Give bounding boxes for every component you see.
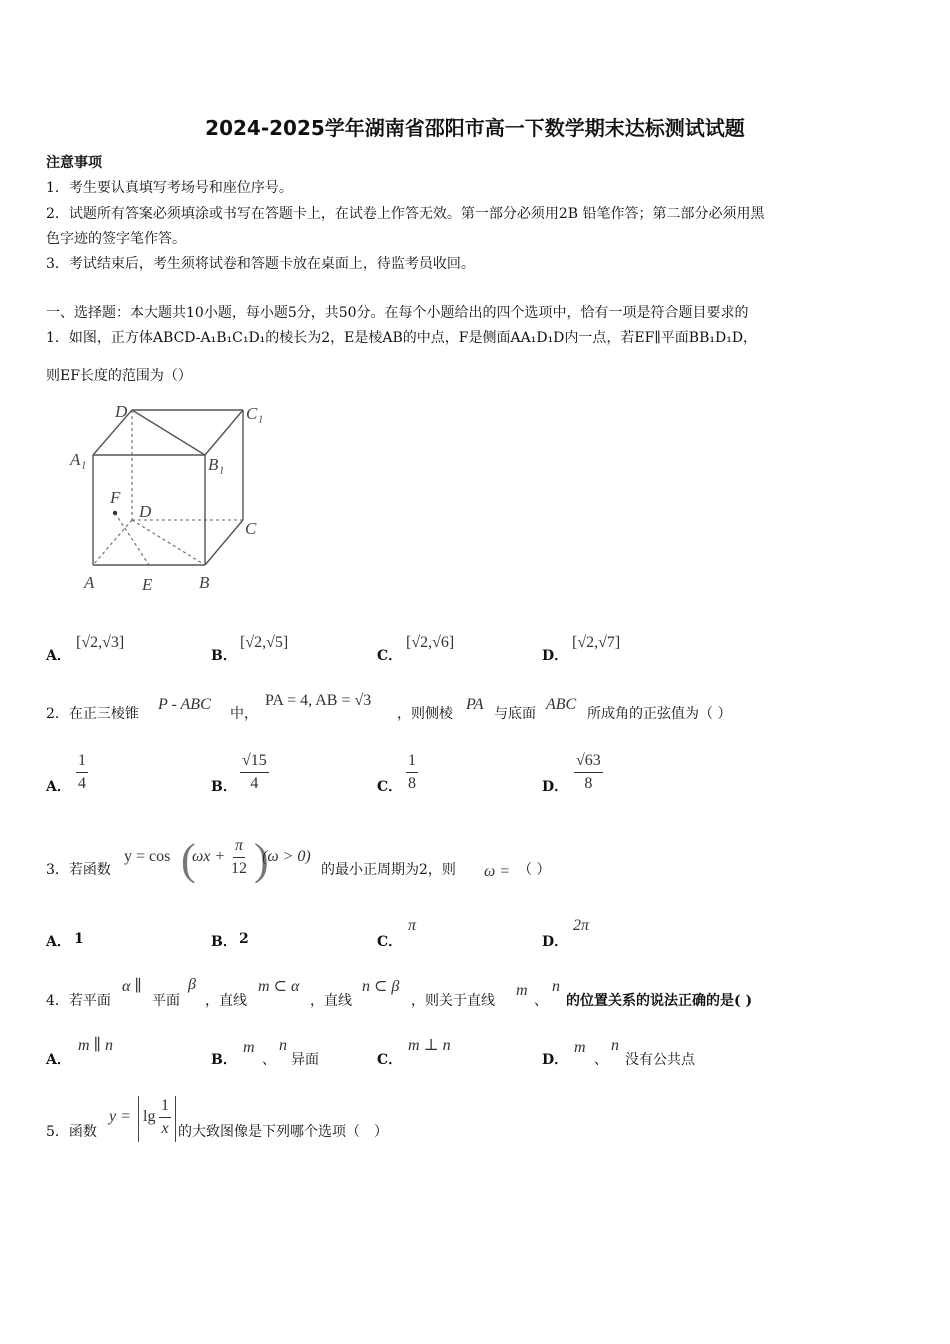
q4-expr-beta: β xyxy=(188,976,196,993)
section-heading: 一、选择题：本大题共10小题，每小题5分，共50分。在每个小题给出的四个选项中，恰有一项是符合题目要求的 xyxy=(46,305,749,321)
q3-expr-omega: ω = xyxy=(484,863,511,880)
label-a1: A₁ xyxy=(70,450,87,469)
q3-stem-tail: 的最小正周期为2，则 xyxy=(321,862,456,878)
q3-frac xyxy=(231,837,247,878)
q4-expr-m: m xyxy=(516,982,528,999)
q3-right-paren: ) xyxy=(254,835,269,884)
q1-stem-line2: 则EF长度的范围为（） xyxy=(46,368,192,384)
q2-option-d-letter: D． xyxy=(542,779,569,795)
q2-expr-lengths: PA = 4, AB = √3 xyxy=(265,692,372,709)
q4-expr-alpha: α ∥ xyxy=(122,978,142,995)
q4-stem-t2: ，直线 xyxy=(205,993,247,1009)
q3-option-d-value: 2π xyxy=(573,917,590,934)
q5-lg: lg xyxy=(143,1108,156,1125)
q5-stem-start: 5．函数 xyxy=(46,1124,97,1140)
q4-stem-t4: ，则关于直线 xyxy=(411,993,495,1009)
q2-option-a-frac xyxy=(76,752,88,793)
q5-frac-den: x xyxy=(161,1120,169,1137)
q3-option-a-letter: A． xyxy=(46,934,71,950)
q2-option-a-letter: A． xyxy=(46,779,71,795)
q2-expr-pabc: P - ABC xyxy=(158,696,211,713)
notice-item-3: 3．考试结束后，考生须将试卷和答题卡放在桌面上，待监考员收回。 xyxy=(46,256,475,272)
q4-option-c-expr: m ⊥ n xyxy=(408,1037,451,1054)
q2-stem-mid2: ，则侧棱 xyxy=(397,706,453,722)
q2-option-b-den: 4 xyxy=(250,775,259,792)
q1-option-b-value: [√2,√5] xyxy=(240,634,289,651)
q3-frac-den: 12 xyxy=(231,860,247,877)
q1-stem-line1: 1．如图，正方体ABCD-A₁B₁C₁D₁的棱长为2，E是棱AB的中点，F是侧面AA₁D₁D内一点，若EF∥平面BB₁D₁D， xyxy=(46,330,758,346)
q2-stem-mid1: 中， xyxy=(230,706,258,722)
q3-option-d-letter: D． xyxy=(542,934,569,950)
q1-option-c-letter: C． xyxy=(377,648,403,664)
q4-stem-tail: 的位置关系的说法正确的是( ) xyxy=(566,993,753,1009)
q4-option-d-text: 没有公共点 xyxy=(625,1052,695,1068)
q4-stem-t5: 、 xyxy=(534,993,548,1009)
notice-item-2: 2．试题所有答案必须填涂或书写在答题卡上，在试卷上作答无效。第一部分必须用2B 铅笔作答；第二部分必须用黑 xyxy=(46,206,765,222)
q3-paren: （ ） xyxy=(518,862,551,878)
q4-stem-start: 4．若平面 xyxy=(46,993,111,1009)
q3-option-c-letter: C． xyxy=(377,934,403,950)
q3-expr-cos: y = cos xyxy=(124,848,171,865)
label-c: C xyxy=(245,519,257,538)
q2-expr-abc: ABC xyxy=(546,696,577,713)
q1-cube-figure xyxy=(60,395,280,600)
q4-expr-n: n xyxy=(552,978,560,995)
q3-left-paren: ( xyxy=(181,835,196,884)
label-f: F xyxy=(110,488,121,507)
label-a: A xyxy=(84,573,95,592)
q4-option-d-n: n xyxy=(611,1037,619,1054)
q4-option-d-sep: 、 xyxy=(594,1052,608,1068)
q1-option-b-letter: B． xyxy=(211,648,237,664)
q4-stem-t1: 平面 xyxy=(152,993,180,1009)
q2-option-b-num: √15 xyxy=(240,752,269,773)
label-b1: B₁ xyxy=(208,455,225,474)
q2-stem-start: 2．在正三棱锥 xyxy=(46,706,139,722)
q4-option-a-letter: A． xyxy=(46,1052,71,1068)
q2-option-c-letter: C． xyxy=(377,779,403,795)
q2-option-a-num: 1 xyxy=(76,752,88,773)
q2-stem-tail: 所成角的正弦值为（ ） xyxy=(587,706,732,722)
q4-expr-n-in-beta: n ⊂ β xyxy=(362,978,400,995)
q4-stem-t3: ，直线 xyxy=(310,993,352,1009)
q4-option-d-letter: D． xyxy=(542,1052,569,1068)
label-c1: C₁ xyxy=(246,404,264,423)
q3-option-c-value: π xyxy=(408,917,417,934)
q3-option-b-letter: B． xyxy=(211,934,237,950)
q1-option-a-letter: A． xyxy=(46,648,71,664)
q5-stem-tail: 的大致图像是下列哪个选项（ ） xyxy=(178,1124,388,1140)
q1-option-d-value: [√2,√7] xyxy=(572,634,621,651)
q2-option-b-letter: B． xyxy=(211,779,237,795)
q4-option-b-n: n xyxy=(279,1037,287,1054)
q3-frac-num: π xyxy=(233,837,245,858)
q3-option-a-value: 1 xyxy=(74,931,84,947)
q4-option-b-text: 异面 xyxy=(291,1052,319,1068)
q2-option-c-den: 8 xyxy=(408,775,416,792)
q1-option-a-value: [√2,√3] xyxy=(76,634,125,651)
q4-option-b-m: m xyxy=(243,1039,255,1056)
q2-option-d-num: √63 xyxy=(574,752,603,773)
q5-frac-num: 1 xyxy=(159,1097,171,1118)
q4-option-d-m: m xyxy=(574,1039,586,1056)
label-d1: D xyxy=(115,402,128,421)
q2-option-c-frac xyxy=(406,752,418,793)
q4-option-b-sep: 、 xyxy=(262,1052,276,1068)
q2-option-d-frac xyxy=(574,752,603,793)
q2-option-c-num: 1 xyxy=(406,752,418,773)
q2-expr-pa: PA xyxy=(466,696,484,713)
label-b: B xyxy=(199,573,210,592)
q1-option-c-value: [√2,√6] xyxy=(406,634,455,651)
notice-item-1: 1．考生要认真填写考场号和座位序号。 xyxy=(46,180,293,196)
q5-frac xyxy=(159,1097,171,1138)
q3-stem-start: 3．若函数 xyxy=(46,862,111,878)
label-e: E xyxy=(142,575,153,594)
label-d: D xyxy=(139,502,152,521)
q4-option-b-letter: B． xyxy=(211,1052,237,1068)
q4-expr-m-in-alpha: m ⊂ α xyxy=(258,978,300,995)
q2-option-b-frac xyxy=(240,752,269,793)
q4-option-c-letter: C． xyxy=(377,1052,403,1068)
notice-heading: 注意事项 xyxy=(46,155,102,171)
q3-option-b-value: 2 xyxy=(239,931,249,947)
q3-expr-inner: ωx + xyxy=(192,848,226,865)
q4-option-a-expr: m ∥ n xyxy=(78,1037,113,1054)
q2-stem-mid3: 与底面 xyxy=(494,706,536,722)
q2-option-d-den: 8 xyxy=(584,775,593,792)
notice-item-2-cont: 色字迹的签字笔作答。 xyxy=(46,231,186,247)
q3-condition: (ω > 0) xyxy=(262,848,311,865)
q2-option-a-den: 4 xyxy=(78,775,86,792)
q1-option-d-letter: D． xyxy=(542,648,569,664)
q5-expr-y: y = xyxy=(109,1108,131,1125)
page-title: 2024-2025学年湖南省邵阳市高一下数学期末达标测试试题 xyxy=(205,116,745,140)
